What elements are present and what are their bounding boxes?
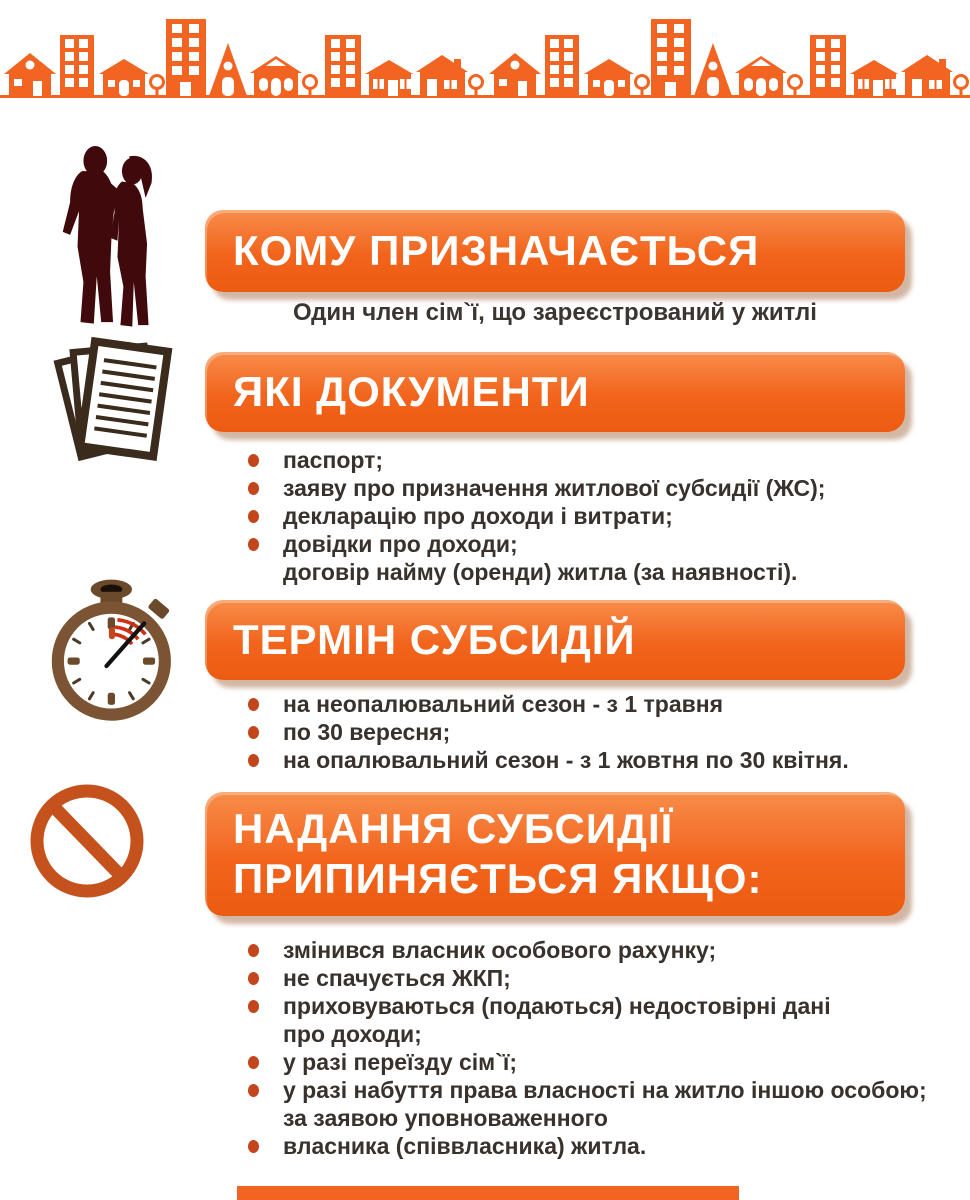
list-item-text: по 30 вересня; [283,719,451,745]
couple-icon [42,146,190,334]
bullet-icon [248,726,259,739]
prohibition-icon [26,783,150,907]
bullet-icon [248,538,259,551]
list-item-text: за заявою уповноваженного [283,1105,608,1131]
section-title: НАДАННЯ СУБСИДІЇ ПРИПИНЯЄТЬСЯ ЯКЩО: [233,805,763,902]
bullet-icon [248,510,259,523]
list-item [248,1104,943,1132]
list-item-text: про доходи; [283,1021,422,1047]
stop-list [248,936,943,1160]
list-item-text: декларацію про доходи і витрати; [283,503,673,529]
list-item [248,474,943,502]
list-item [248,936,943,964]
list-item [248,1076,943,1104]
bullet-icon [248,944,259,957]
list-item-text: паспорт; [283,447,384,473]
term-list [248,690,943,774]
bullet-icon [248,482,259,495]
list-item [248,690,943,718]
skyline-strip [0,2,970,104]
list-item [248,964,943,992]
section-subtitle: Один член сім`ї, що зареєстрований у житлі [293,299,817,326]
section-header-term [205,600,905,680]
section-header-stop [205,792,905,916]
section-title: ЯКІ ДОКУМЕНТИ [233,368,590,416]
list-item [248,746,943,774]
bullet-icon [248,1056,259,1069]
list-item-text: на опалювальний сезон - з 1 жовтня по 30 квітня. [283,747,849,773]
list-item-text: довідки про доходи; [283,531,518,557]
stopwatch-icon [40,576,190,728]
list-item-text: договір найму (оренди) житла (за наявності). [283,559,798,585]
list-item [248,502,943,530]
documents-icon [50,333,188,471]
bullet-icon [248,972,259,985]
section-header-who [205,210,905,292]
list-item [248,1020,943,1048]
list-item [248,530,943,558]
documents-list [248,446,943,586]
list-item-text: у разі набуття права власності на житло іншою особою; [283,1077,927,1103]
list-item-text: не спачується ЖКП; [283,965,511,991]
list-item-text: приховуваються (подаються) недостовірні дані [283,993,831,1019]
list-item [248,1048,943,1076]
bullet-icon [248,754,259,767]
section-title: ТЕРМІН СУБСИДІЙ [233,616,636,664]
list-item [248,558,943,586]
list-item-text: заяву про призначення житлової субсидії (ЖС); [283,475,826,501]
bullet-icon [248,1140,259,1153]
list-item [248,1132,943,1160]
section-title: КОМУ ПРИЗНАЧАЄТЬСЯ [233,227,760,275]
list-item-text: власника (співвласника) житла. [283,1133,647,1159]
list-item-text: у разі переїзду сім`ї; [283,1049,517,1075]
list-item [248,992,943,1020]
list-item-text: змінився власник особового рахунку; [283,937,717,963]
list-item [248,718,943,746]
list-item-text: на неопалювальний сезон - з 1 травня [283,691,724,717]
bullet-icon [248,1000,259,1013]
footer-accent-bar [237,1186,739,1200]
bullet-icon [248,454,259,467]
city-skyline-icon [0,2,970,104]
section-header-documents [205,352,905,432]
list-item [248,446,943,474]
bullet-icon [248,698,259,711]
bullet-icon [248,1084,259,1097]
